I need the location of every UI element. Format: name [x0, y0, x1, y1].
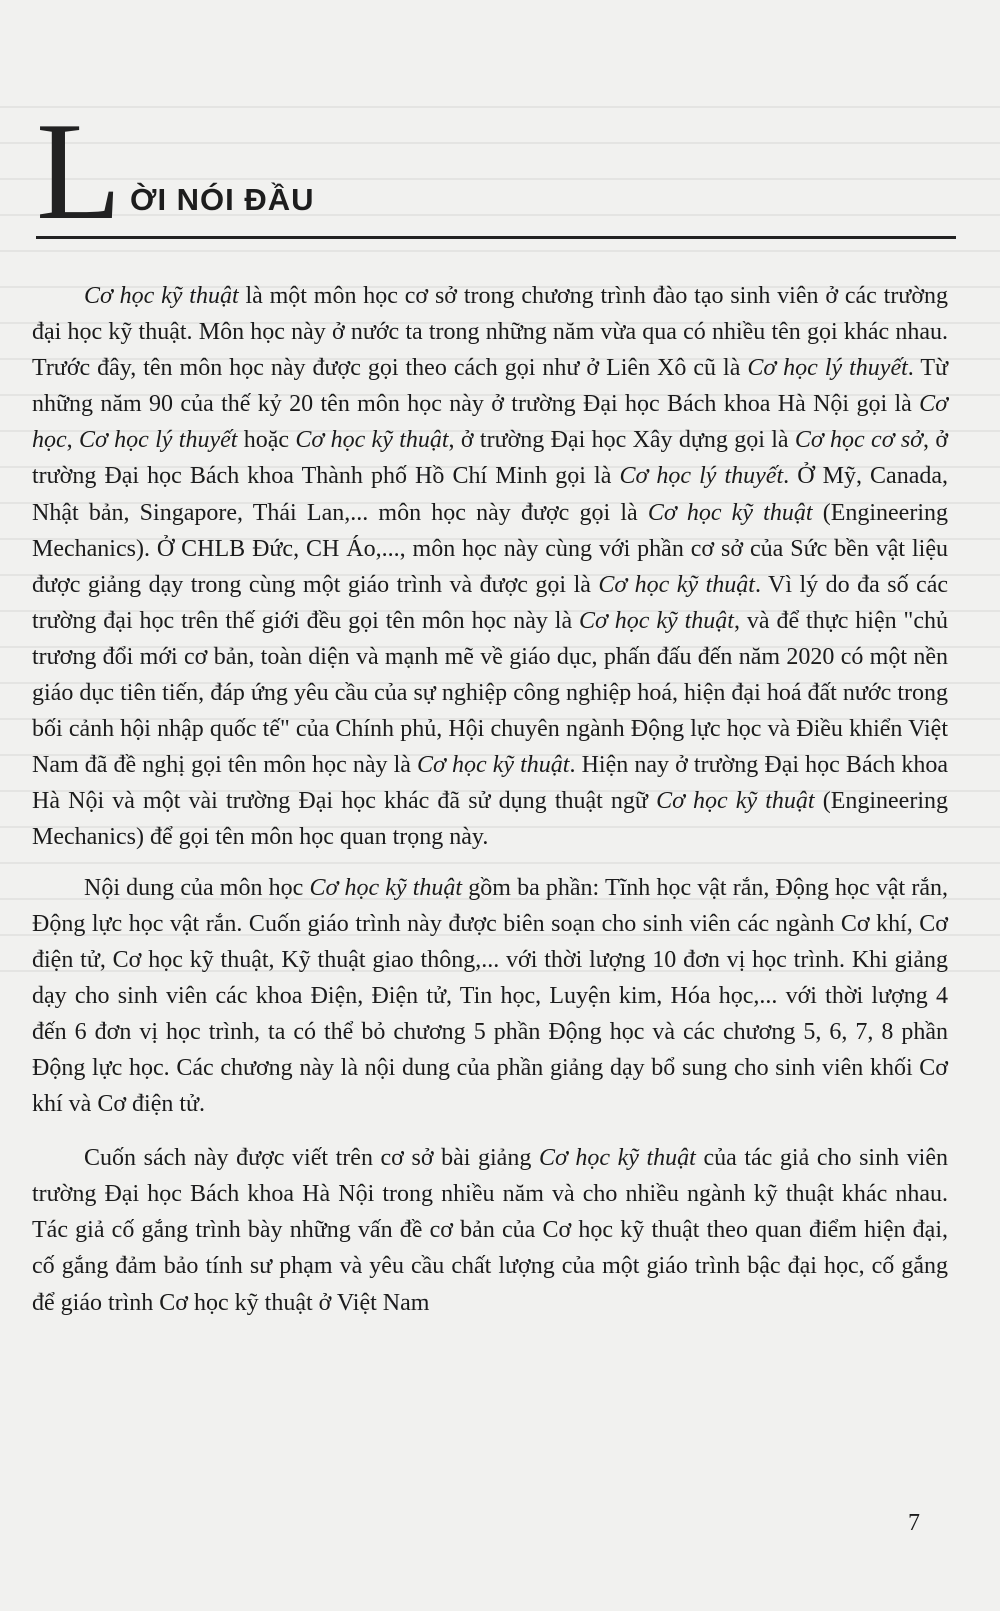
paragraph-2: [32, 870, 948, 1123]
heading-text: ỜI NÓI ĐẦU: [130, 182, 315, 217]
body-text: [32, 278, 948, 1321]
text-run: Nội dung của môn học: [84, 874, 310, 901]
chapter-heading: [36, 94, 956, 249]
text-run: . Hiện nay ở trường Đại học Bách khoa Hà Nội và một vài trường Đại học khác đã sử dụng thuật ngữ: [32, 752, 949, 815]
italic-term: Cơ học kỹ thuật: [417, 752, 570, 779]
page-number: 7: [908, 1510, 920, 1536]
paragraph-3: [32, 1140, 948, 1320]
text-run: gồm ba phần: Tĩnh học vật rắn, Động học vật rắn, Động lực học vật rắn. Cuốn giáo trình này được biên soạn cho sinh viên các ngành Cơ khí, Cơ điện tử, Cơ học kỹ thuật, Kỹ thuật giao thông,... với thời lượng 10 đơn vị học trình. Khi giảng dạy cho sinh viên các khoa Điện, Điện tử, Tin học, Luyện kim, Hóa học,... với thời lượng 4 đến 6 đơn vị học trình, ta có thể bỏ chương 5 phần Động học và các chương 5, 6, 7, 8 phần Động lực học. Các chương này là nội dung của phần giảng dạy bổ sung cho sinh viên khối Cơ khí và Cơ điện tử.: [32, 874, 949, 1118]
text-run: (Engineering Mechanics) để gọi tên môn học quan trọng này.: [32, 788, 948, 851]
italic-term: Cơ học kỹ thuật: [656, 788, 815, 815]
text-run: Cuốn sách này được viết trên cơ sở bài giảng: [84, 1145, 539, 1172]
text-run: (Engineering Mechanics). Ở CHLB Đức, CH Áo,..., môn học này cùng với phần cơ sở của Sức bền vật liệu được giảng dạy trong cùng một giáo trình và được gọi là: [32, 499, 948, 598]
text-run: là một môn học cơ sở trong chương trình đào tạo sinh viên ở các trường đại học kỹ thuật. Môn học này ở nước ta trong những năm vừa qua có nhiều tên gọi khác nhau. Trước đây, tên môn học này được gọi theo cách gọi như ở Liên Xô cũ là: [32, 283, 949, 382]
italic-term: Cơ học lý thuyết: [79, 427, 238, 454]
text-run: . Ở Mỹ, Canada, Nhật bản, Singapore, Thái Lan,... môn học này được gọi là: [32, 463, 948, 526]
italic-term: Cơ học kỹ thuật: [579, 607, 734, 634]
text-run: của tác giả cho sinh viên trường Đại học Bách khoa Hà Nội trong nhiều năm và cho nhiều ngành kỹ thuật khác nhau. Tác giả cố gắng trình bày những vấn đề cơ bản của Cơ học kỹ thuật theo quan điểm hiện đại, cố gắng đảm bảo tính sư phạm và yêu cầu chất lượng của một giáo trình bậc đại học, cố gắng để giáo trình Cơ học kỹ thuật ở Việt Nam: [32, 1145, 948, 1316]
text-run: , ở trường Đại học Bách khoa Thành phố Hồ Chí Minh gọi là: [32, 427, 949, 490]
italic-term: Cơ học kỹ thuật: [598, 571, 755, 598]
italic-term: Cơ học cơ sở: [794, 427, 923, 454]
italic-term: Cơ học: [32, 391, 948, 454]
text-run: , ở trường Đại học Xây dựng gọi là: [448, 427, 795, 454]
italic-term: Cơ học kỹ thuật: [538, 1145, 696, 1172]
text-run: , và để thực hiện "chủ trương đổi mới cơ bản, toàn diện và mạnh mẽ về giáo dục, phấn đấu đến năm 2020 có một nền giáo dục tiên tiến, đáp ứng yêu cầu của sự nghiệp công nghiệp hoá, hiện đại hoá đất nước trong bối cảnh hội nhập quốc tế" của Chính phủ, Hội chuyên ngành Động lực học và Điều khiển Việt Nam đã đề nghị gọi tên môn học này là: [32, 607, 948, 779]
italic-term: Cơ học kỹ thuật: [295, 427, 449, 454]
italic-term: Cơ học kỹ thuật: [309, 874, 463, 901]
heading-initial: L: [36, 94, 122, 249]
text-run: hoặc: [237, 427, 296, 454]
italic-term: Cơ học kỹ thuật: [84, 283, 239, 309]
text-run: ,: [66, 427, 79, 454]
italic-term: Cơ học lý thuyết: [747, 355, 908, 382]
text-run: . Vì lý do đa số các trường đại học trên thế giới đều gọi tên môn học này là: [32, 571, 949, 634]
text-run: . Từ những năm 90 của thế kỷ 20 tên môn học này ở trường Đại học Bách khoa Hà Nội gọi là: [32, 355, 948, 418]
italic-term: Cơ học lý thuyết: [619, 463, 784, 490]
paragraph-1: [32, 278, 948, 856]
italic-term: Cơ học kỹ thuật: [647, 499, 813, 526]
